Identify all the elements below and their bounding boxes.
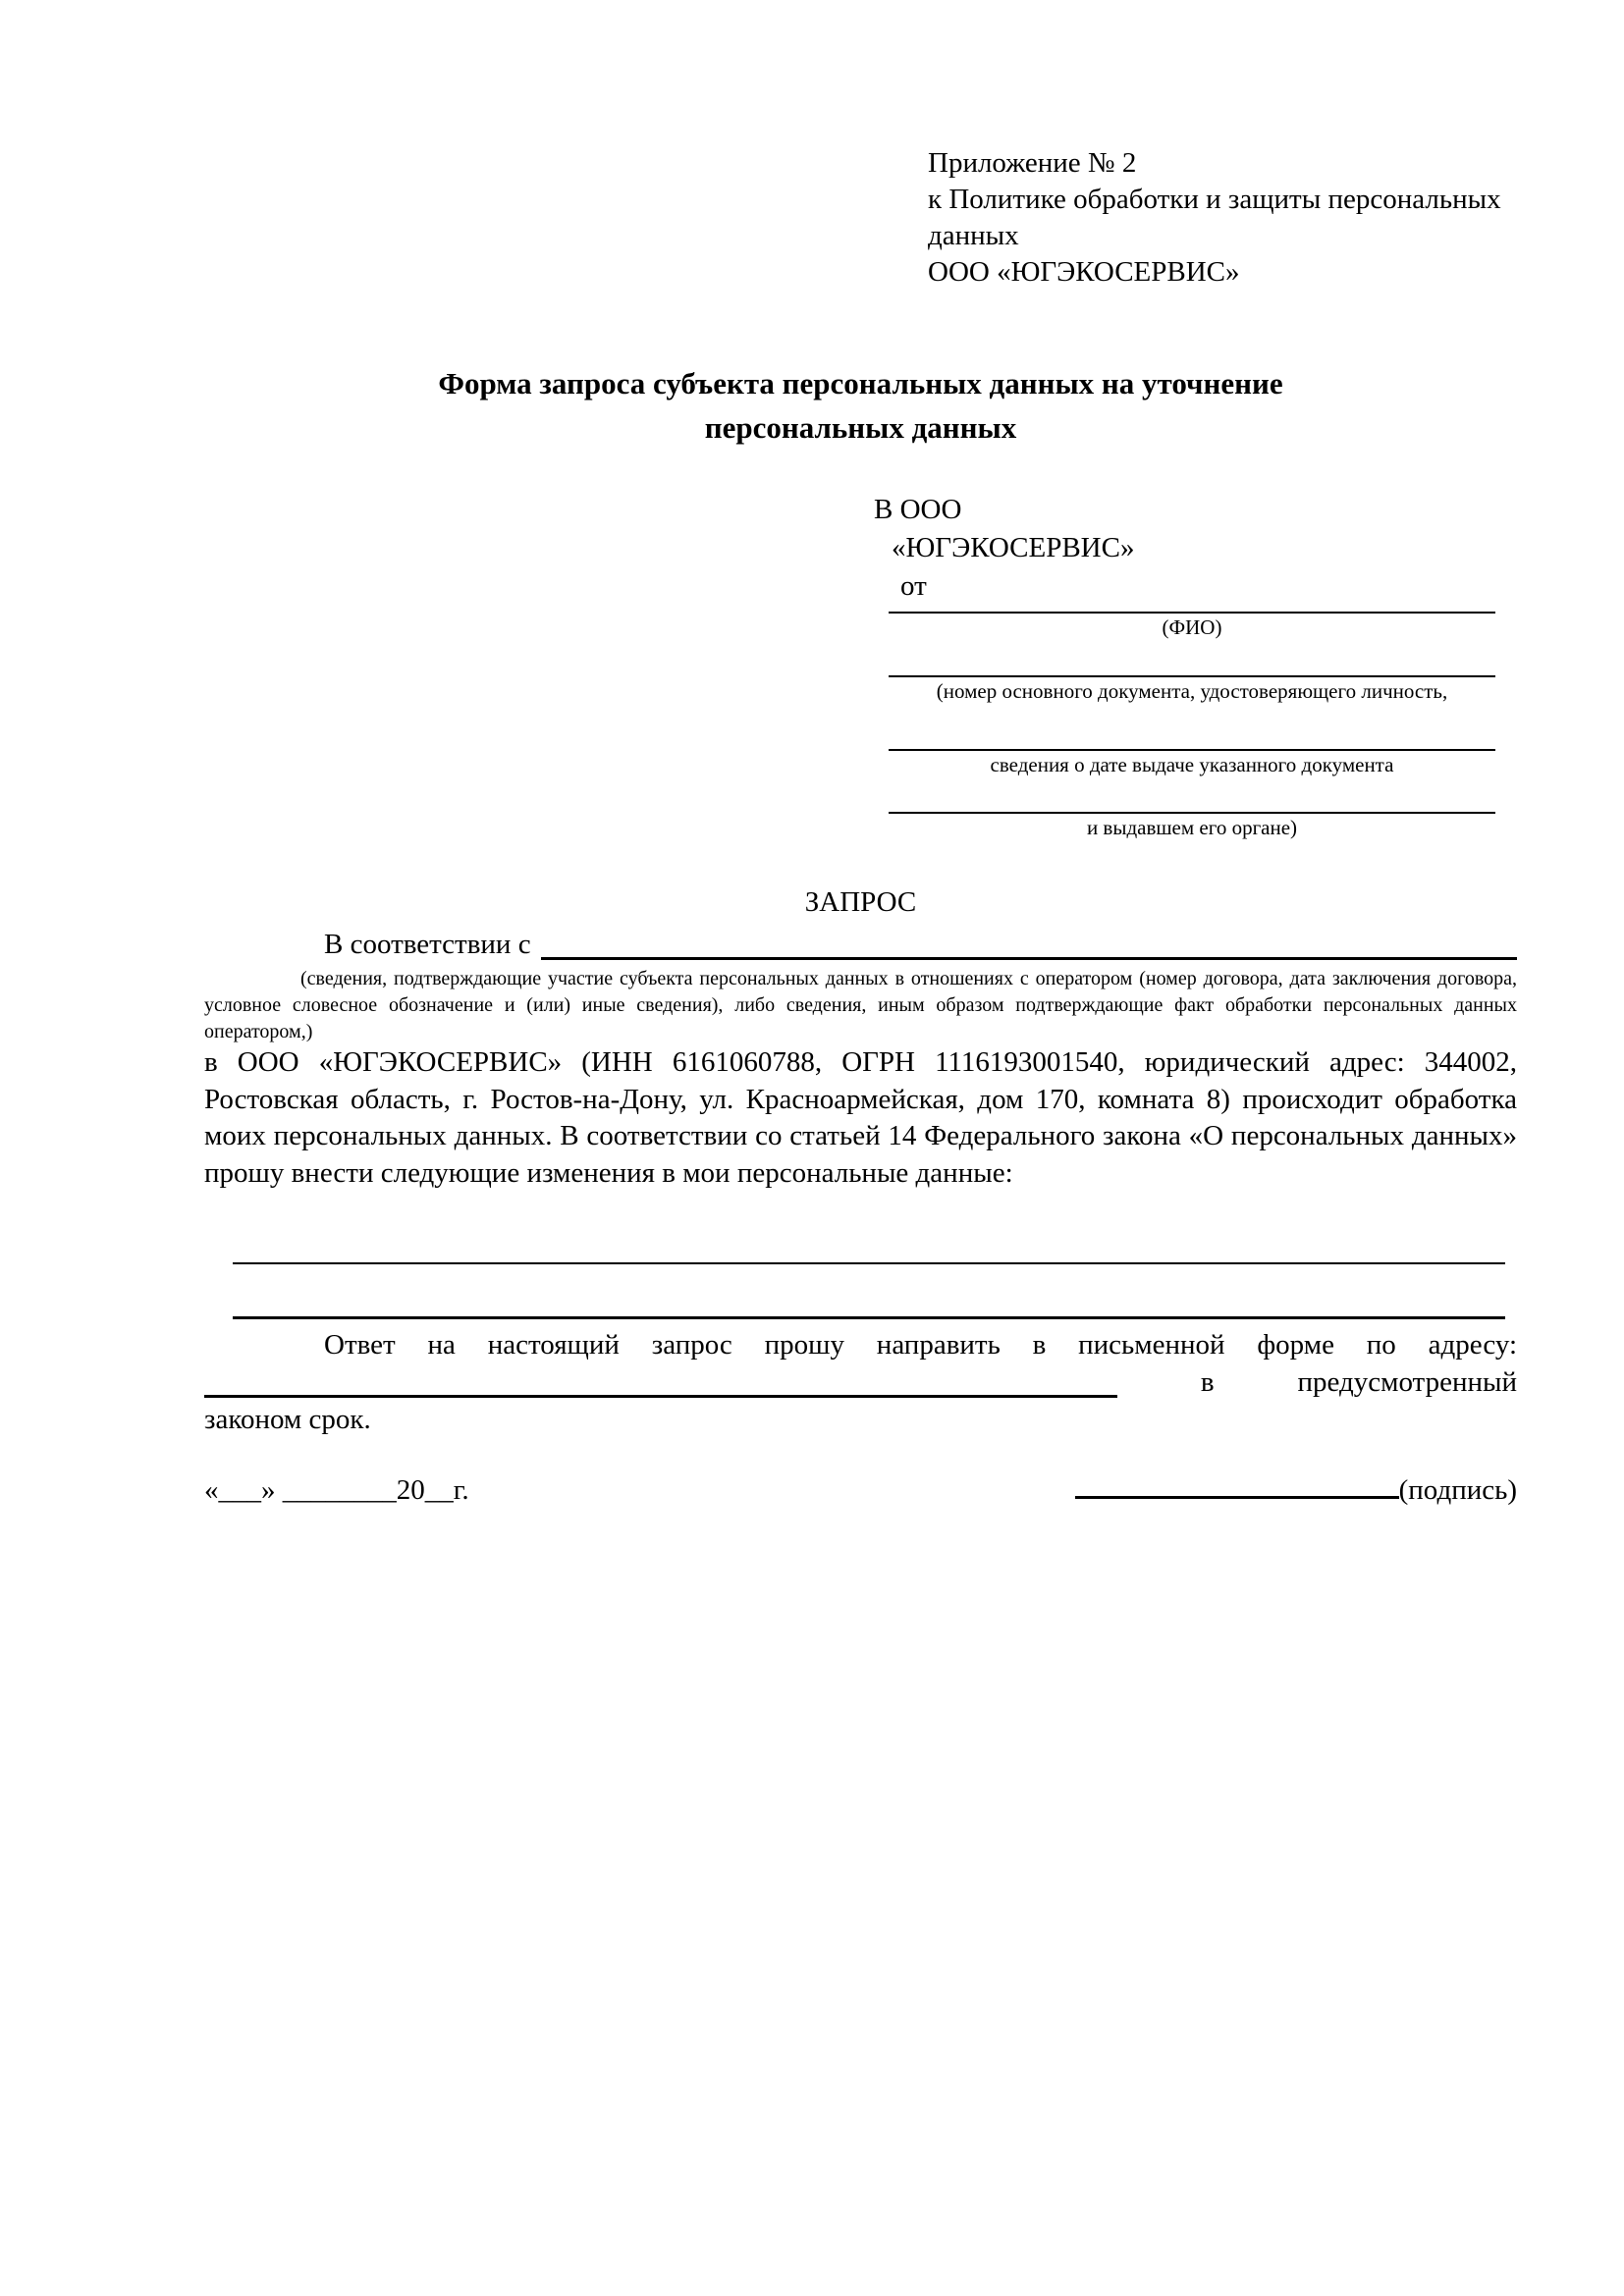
doc-number-caption: (номер основного документа, удостоверяющего личность, — [936, 679, 1448, 703]
changes-blank-line-2 — [233, 1316, 1505, 1319]
form-title — [204, 361, 1517, 450]
accordance-lead: В соответствии с — [324, 929, 531, 960]
changes-blank-line-1 — [233, 1262, 1505, 1264]
request-heading: ЗАПРОС — [804, 886, 917, 918]
signature-caption: (подпись) — [1398, 1474, 1517, 1506]
appendix-line: ООО «ЮГЭКОСЕРВИС» — [928, 256, 1240, 288]
reply-word-v: в — [1200, 1366, 1215, 1398]
issue-date-caption: сведения о дате выдаче указанного документа — [990, 753, 1394, 776]
accordance-line — [204, 929, 1517, 965]
accordance-blank-line — [541, 957, 1517, 960]
signature-blank-line — [1075, 1468, 1399, 1499]
appendix-line: Приложение № 2 — [928, 147, 1137, 179]
addressee-block — [874, 491, 1134, 606]
form-title-line-1: Форма запроса субъекта персональных данных на уточнение — [438, 366, 1283, 400]
signature-area — [1075, 1468, 1517, 1507]
issuing-authority-caption: и выдавшем его органе) — [1086, 816, 1298, 839]
issue-date-blank-line — [889, 749, 1495, 777]
footnote: (сведения, подтверждающие участие субъекта персональных данных в отношениях с оператором (номер договора, дата заключения договора, условное словесное обозначение и (или) иные сведения), либо сведения, иным образом подтверждающие факт обработки персональных данных оператором,) — [204, 968, 1517, 1042]
reply-closing: законом срок. — [204, 1404, 371, 1435]
doc-number-blank-line — [889, 675, 1495, 704]
appendix-line: к Политике обработки и защиты персональных — [928, 184, 1501, 215]
addressee-line-3: от — [900, 570, 927, 602]
appendix-line: данных — [928, 220, 1019, 251]
reply-word-predusmotrenny: предусмотренный — [1297, 1366, 1517, 1398]
addressee-line-1: В ООО — [874, 494, 962, 525]
form-title-line-2: персональных данных — [704, 410, 1017, 445]
address-blank-line — [204, 1395, 1117, 1398]
fio-caption: (ФИО) — [1162, 615, 1222, 639]
addressee-line-2: «ЮГЭКОСЕРВИС» — [892, 532, 1135, 563]
fio-blank-line — [889, 612, 1495, 640]
issuing-authority-blank-line — [889, 812, 1495, 840]
reply-address-line — [204, 1366, 1517, 1403]
signature-row — [204, 1468, 1517, 1507]
date-line: «___» ________20__г. — [204, 1474, 469, 1506]
reply-address-sentence: Ответ на настоящий запрос прошу направить в письменной форме по адресу: — [324, 1329, 1517, 1361]
appendix-block — [928, 145, 1537, 291]
body-paragraph: в ООО «ЮГЭКОСЕРВИС» (ИНН 6161060788, ОГРН 1116193001540, юридический адрес: 344002, Ростовская область, г. Ростов-на-Дону, ул. Красноармейская, дом 170, комната 8) происходит обработка моих персональных данных. В соответствии со статьей 14 Федерального закона «О персональных данных» прошу внести следующие изменения в мои персональные данные: — [204, 1046, 1517, 1189]
